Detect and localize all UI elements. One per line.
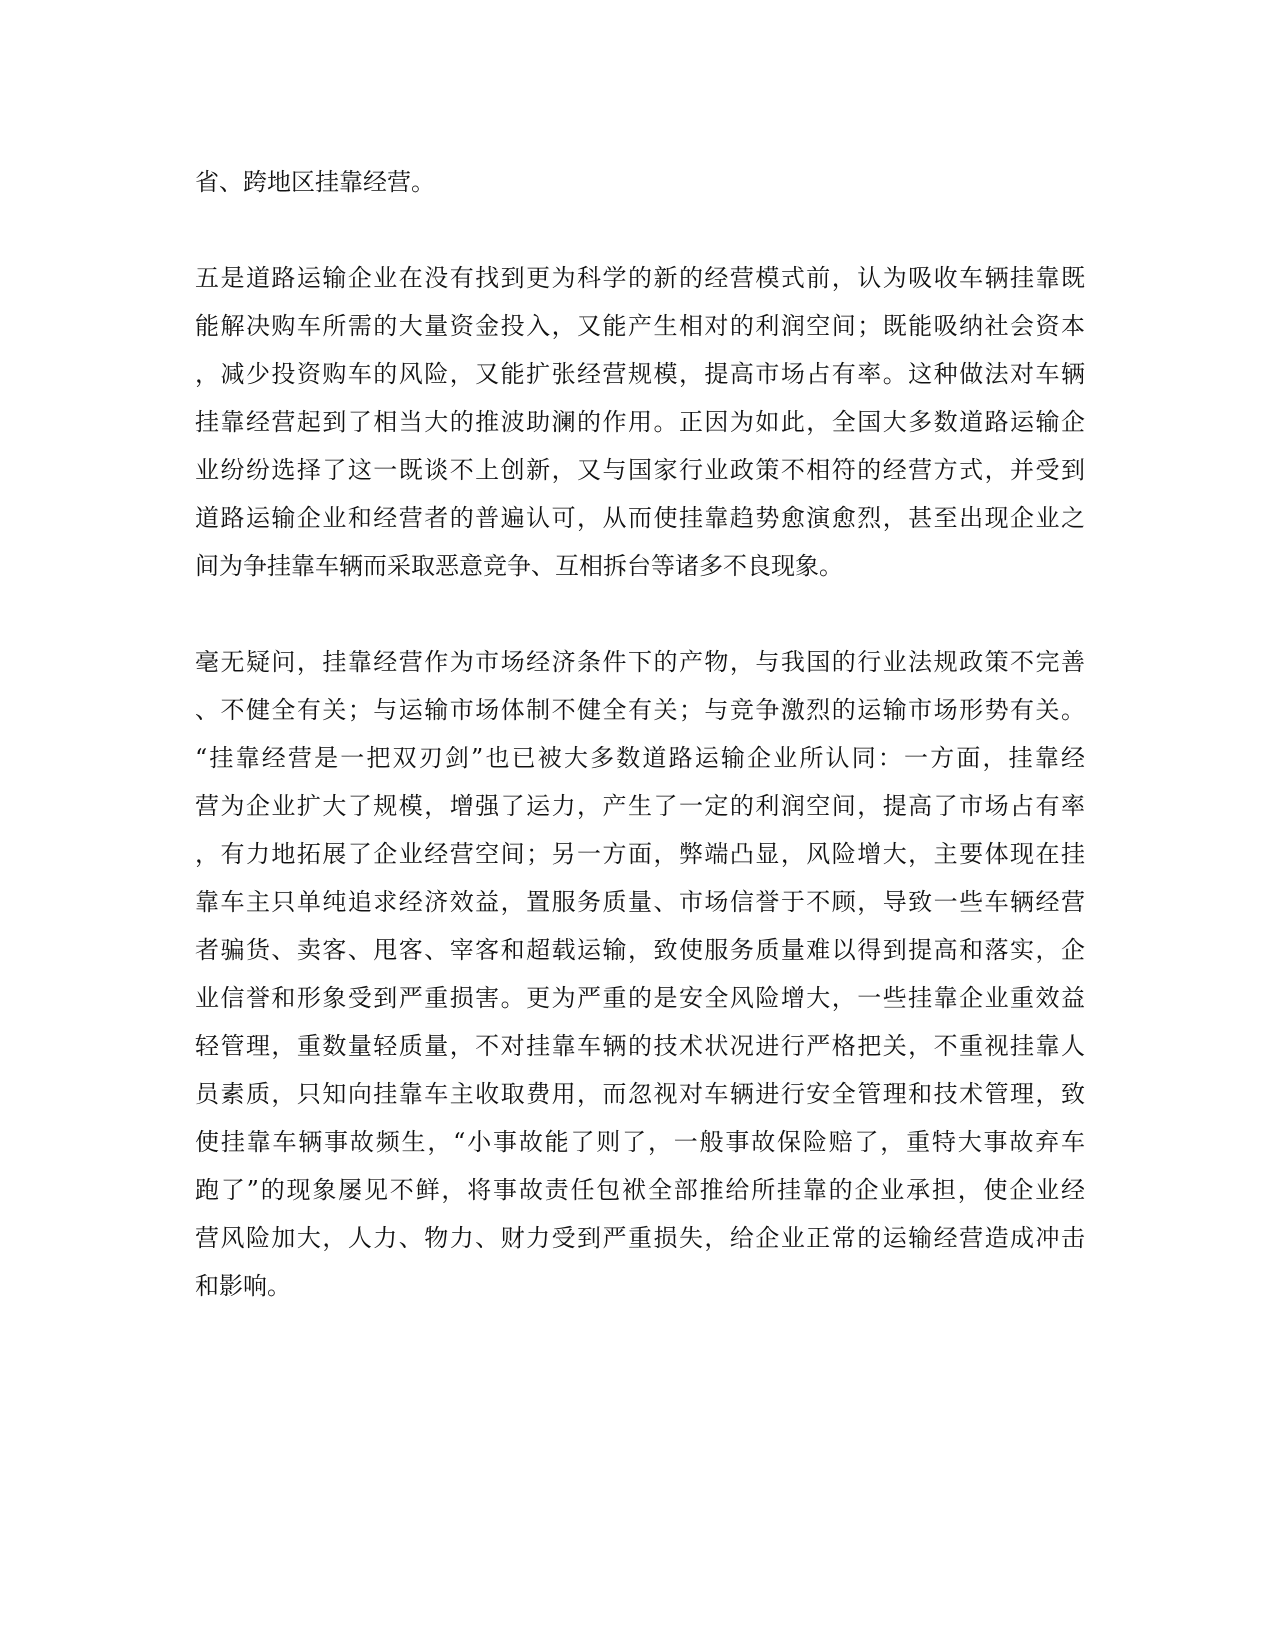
paragraph-line: 业纷纷选择了这一既谈不上创新，又与国家行业政策不相符的经营方式，并受到 (195, 456, 1085, 484)
paragraph-line: ，减少投资购车的风险，又能扩张经营规模，提高市场占有率。这种做法对车辆 (195, 360, 1085, 388)
paragraph-line: 轻管理，重数量轻质量，不对挂靠车辆的技术状况进行严格把关，不重视挂靠人 (195, 1032, 1085, 1060)
paragraph-gap (195, 590, 1085, 638)
paragraph-line: 靠车主只单纯追求经济效益，置服务质量、市场信誉于不顾，导致一些车辆经营 (195, 888, 1085, 916)
paragraph-line: 省、跨地区挂靠经营。 (195, 168, 435, 196)
paragraph-line: 毫无疑问，挂靠经营作为市场经济条件下的产物，与我国的行业法规政策不完善 (195, 648, 1085, 676)
paragraph-line: 使挂靠车辆事故频生，“小事故能了则了，一般事故保险赔了，重特大事故弃车 (195, 1128, 1085, 1156)
paragraph-line: 员素质，只知向挂靠车主收取费用，而忽视对车辆进行安全管理和技术管理，致 (195, 1080, 1085, 1108)
paragraph-line: 挂靠经营起到了相当大的推波助澜的作用。正因为如此，全国大多数道路运输企 (195, 408, 1085, 436)
paragraph-line: ，有力地拓展了企业经营空间；另一方面，弊端凸显，风险增大，主要体现在挂 (195, 840, 1085, 868)
paragraph-line: 、不健全有关；与运输市场体制不健全有关；与竞争激烈的运输市场形势有关。 (195, 696, 1085, 724)
paragraph-line: 业信誉和形象受到严重损害。更为严重的是安全风险增大，一些挂靠企业重效益 (195, 984, 1085, 1012)
paragraph-line: 营风险加大，人力、物力、财力受到严重损失，给企业正常的运输经营造成冲击 (195, 1224, 1085, 1252)
paragraph-line: “挂靠经营是一把双刃剑”也已被大多数道路运输企业所认同：一方面，挂靠经 (195, 744, 1085, 772)
paragraph-line: 者骗货、卖客、甩客、宰客和超载运输，致使服务质量难以得到提高和落实，企 (195, 936, 1085, 964)
paragraph-line: 道路运输企业和经营者的普遍认可，从而使挂靠趋势愈演愈烈，甚至出现企业之 (195, 504, 1085, 532)
body-text (195, 158, 1085, 1310)
paragraph-line: 和影响。 (195, 1272, 291, 1300)
paragraph-line: 跑了”的现象屡见不鲜，将事故责任包袱全部推给所挂靠的企业承担，使企业经 (195, 1176, 1085, 1204)
paragraph-gap (195, 206, 1085, 254)
paragraph-line: 五是道路运输企业在没有找到更为科学的新的经营模式前，认为吸收车辆挂靠既 (195, 264, 1085, 292)
paragraph-line: 营为企业扩大了规模，增强了运力，产生了一定的利润空间，提高了市场占有率 (195, 792, 1085, 820)
paragraph-line: 间为争挂靠车辆而采取恶意竞争、互相拆台等诸多不良现象。 (195, 552, 843, 580)
paragraph-line: 能解决购车所需的大量资金投入，又能产生相对的利润空间；既能吸纳社会资本 (195, 312, 1085, 340)
